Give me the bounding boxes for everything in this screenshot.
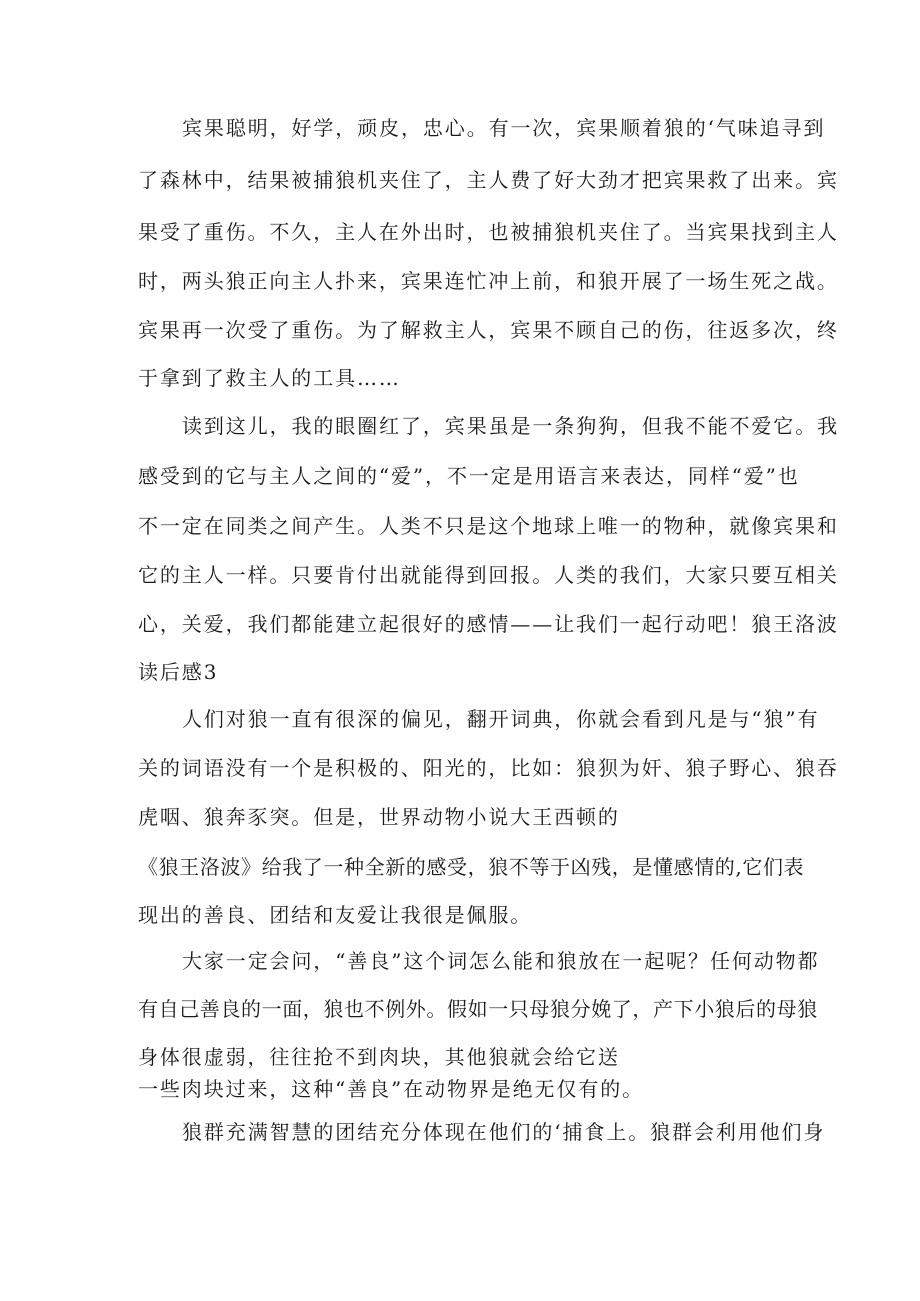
text-line: 关的词语没有一个是积极的、阳光的，比如：狼狈为奸、狼子野心、狼吞	[138, 756, 839, 780]
text-line: 读到这儿，我的眼圈红了，宾果虽是一条狗狗，但我不能不爱它。我	[182, 414, 839, 438]
text-line: 狼群充满智慧的团结充分体现在他们的‘捕食上。狼群会利用他们身	[182, 1120, 826, 1144]
text-line: 它的主人一样。只要肯付出就能得到回报。人类的我们，大家只要互相关	[138, 563, 839, 587]
text-line: 一些肉块过来，这种“善良”在动物界是绝无仅有的。	[138, 1077, 645, 1101]
text-line: 时，两头狼正向主人扑来，宾果连忙冲上前，和狼开展了一场生死之战。	[138, 269, 839, 293]
section-heading: 读后感3	[138, 660, 219, 684]
text-line: 《狼王洛波》给我了一种全新的感受，狼不等于凶残，是懂感情的,它们表	[138, 855, 805, 879]
text-line: 心，关爱，我们都能建立起很好的感情——让我们一起行动吧！狼王洛波	[138, 612, 839, 636]
text-line: 感受到的它与主人之间的“爱”，不一定是用语言来表达，同样“爱”也	[138, 464, 800, 488]
text-line: 了森林中，结果被捕狼机夹住了，主人费了好大劲才把宾果救了出来。宾	[138, 168, 839, 192]
text-line: 身体很虚弱，往往抢不到肉块，其他狼就会给它送	[138, 1045, 620, 1069]
text-line: 不一定在同类之间产生。人类不只是这个地球上唯一的物种，就像宾果和	[138, 514, 839, 538]
text-line: 现出的善良、团结和友爱让我很是佩服。	[138, 903, 533, 927]
text-line: 宾果再一次受了重伤。为了解救主人，宾果不顾自己的伤，往返多次，终	[138, 318, 839, 342]
text-line: 虎咽、狼奔豕突。但是，世界动物小说大王西顿的	[138, 805, 620, 829]
text-line: 于拿到了救主人的工具……	[138, 366, 401, 390]
text-line: 果受了重伤。不久，主人在外出时，也被捕狼机夹住了。当宾果找到主人	[138, 220, 839, 244]
text-line: 人们对狼一直有很深的偏见，翻开词典，你就会看到凡是与“狼”有	[182, 707, 820, 731]
text-line: 大家一定会问，“善良”这个词怎么能和狼放在一起呢？任何动物都	[182, 949, 820, 973]
text-line: 有自己善良的一面，狼也不例外。假如一只母狼分娩了，产下小狼后的母狼	[138, 997, 818, 1021]
text-line: 宾果聪明，好学，顽皮，忠心。有一次，宾果顺着狼的‘气味追寻到	[182, 116, 826, 140]
